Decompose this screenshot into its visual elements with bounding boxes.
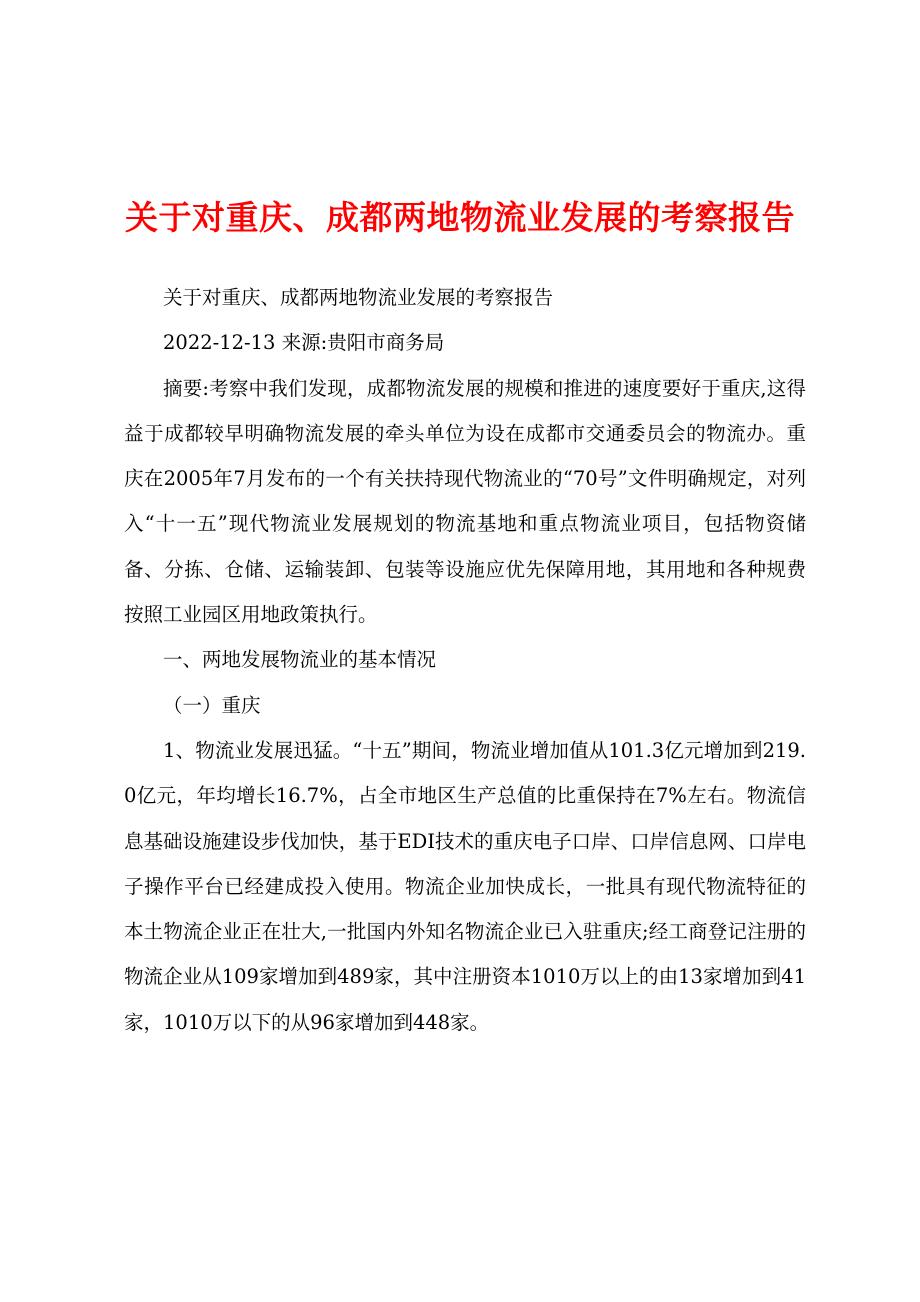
date-source-paragraph: 2022-12-13 来源:贵阳市商务局 [163, 331, 445, 355]
abstract-paragraph: 摘要:考察中我们发现，成都物流发展的规模和推进的速度要好于重庆,这得益于成都较早明确物流发展的牵头单位为设在成都市交通委员会的物流办。重庆在2005年7月发布的一个有关扶持现代物流业的“70号”文件明确规定，对列入“十一五”现代物流业发展规划的物流基地和重点物流业项目，包括物资储备、分拣、仓储、运输装卸、包装等设施应优先保障用地，其用地和各种规费按照工业园区用地政策执行。 [124, 376, 806, 627]
section-heading: 一、两地发展物流业的基本情况 [163, 648, 437, 672]
subtitle-paragraph: 关于对重庆、成都两地物流业发展的考察报告 [163, 286, 554, 309]
document-title: 关于对重庆、成都两地物流业发展的考察报告 [125, 198, 795, 237]
body-paragraph: 1、物流业发展迅猛。“十五”期间，物流业增加值从101.3亿元增加到219.0亿元，年均增长16.7%，占全市地区生产总值的比重保持在7%左右。物流信息基础设施建设步伐加快，基于EDI技术的重庆电子口岸、口岸信息网、口岸电子操作平台已经建成投入使用。物流企业加快成长，一批具有现代物流特征的本土物流企业正在壮大,一批国内外知名物流企业已入驻重庆;经工商登记注册的物流企业从109家增加到489家，其中注册资本1010万以上的由13家增加到41家，1010万以下的从96家增加到448家。 [124, 738, 806, 1034]
subsection-heading: （一）重庆 [163, 693, 261, 717]
document-body [124, 275, 806, 1045]
